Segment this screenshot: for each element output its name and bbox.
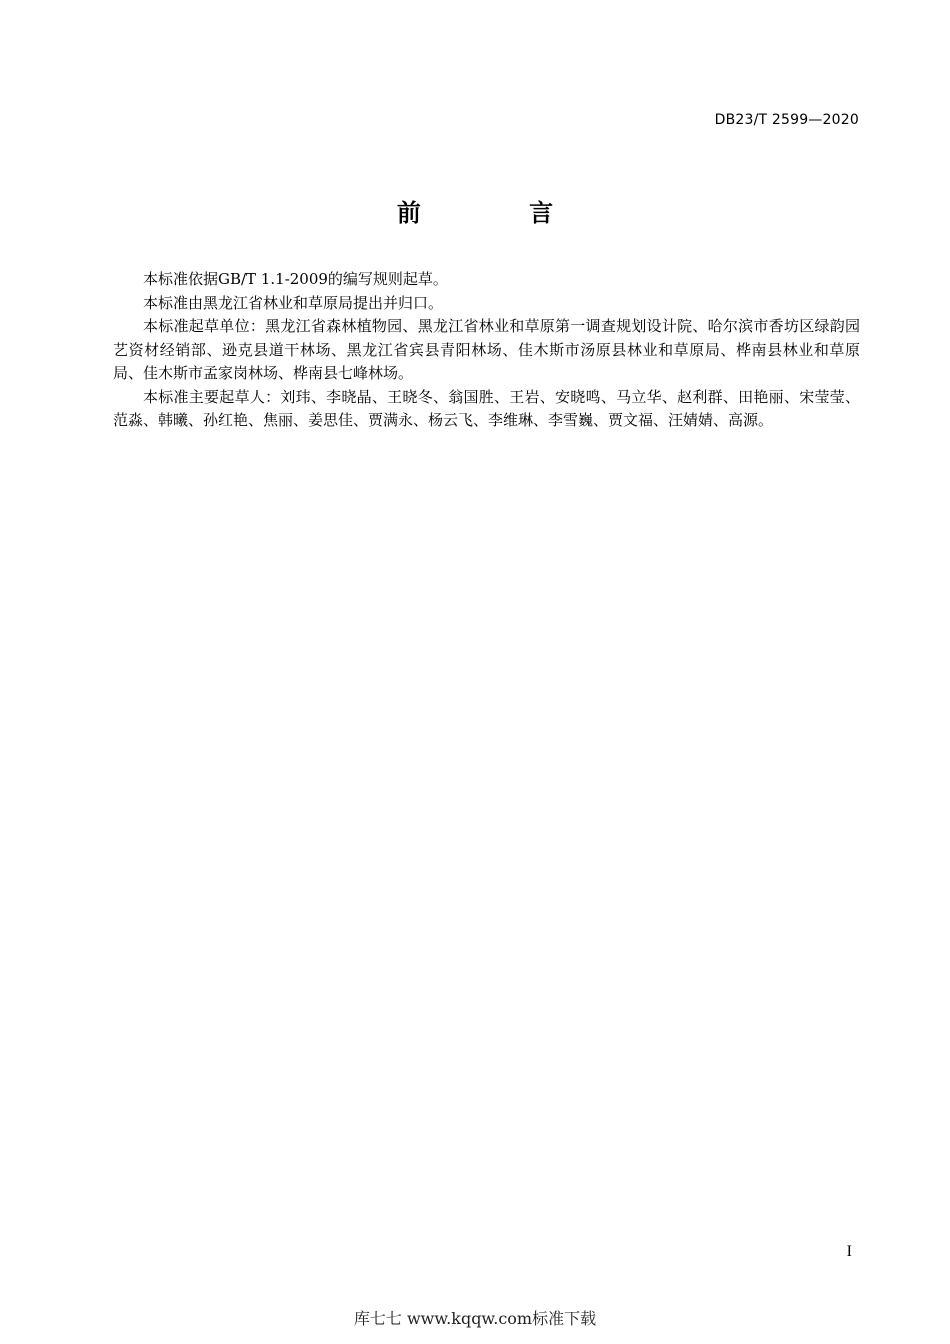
paragraph-drafters: 本标准主要起草人：刘玮、李晓晶、王晓冬、翁国胜、王岩、安晓鸣、马立华、赵利群、田艳丽、宋莹莹、范淼、韩曦、孙红艳、焦丽、姜思佳、贾满永、杨云飞、李维琳、李雪巍、贾文福、汪婧婧、高源。	[113, 387, 860, 429]
body-text	[113, 268, 860, 433]
paragraph-proposer: 本标准由黑龙江省林业和草原局提出并归口。	[143, 293, 444, 312]
paragraph-drafting-units: 本标准起草单位：黑龙江省森林植物园、黑龙江省林业和草原第一调查规划设计院、哈尔滨市香坊区绿韵园艺资材经销部、逊克县道干林场、黑龙江省宾县青阳林场、佳木斯市汤原县林业和草原局、桦南县林业和草原局、佳木斯市孟家岗林场、桦南县七峰林场。	[113, 317, 860, 382]
section-title: 前 言	[396, 199, 604, 227]
page-number: I	[846, 1243, 852, 1260]
watermark-text: 库七七 www.kqqw.com标准下载	[353, 1309, 597, 1328]
document-code: DB23/T 2599—2020	[714, 112, 859, 128]
paragraph-drafting-rules: 本标准依据GB/T 1.1-2009的编写规则起草。	[143, 270, 448, 288]
